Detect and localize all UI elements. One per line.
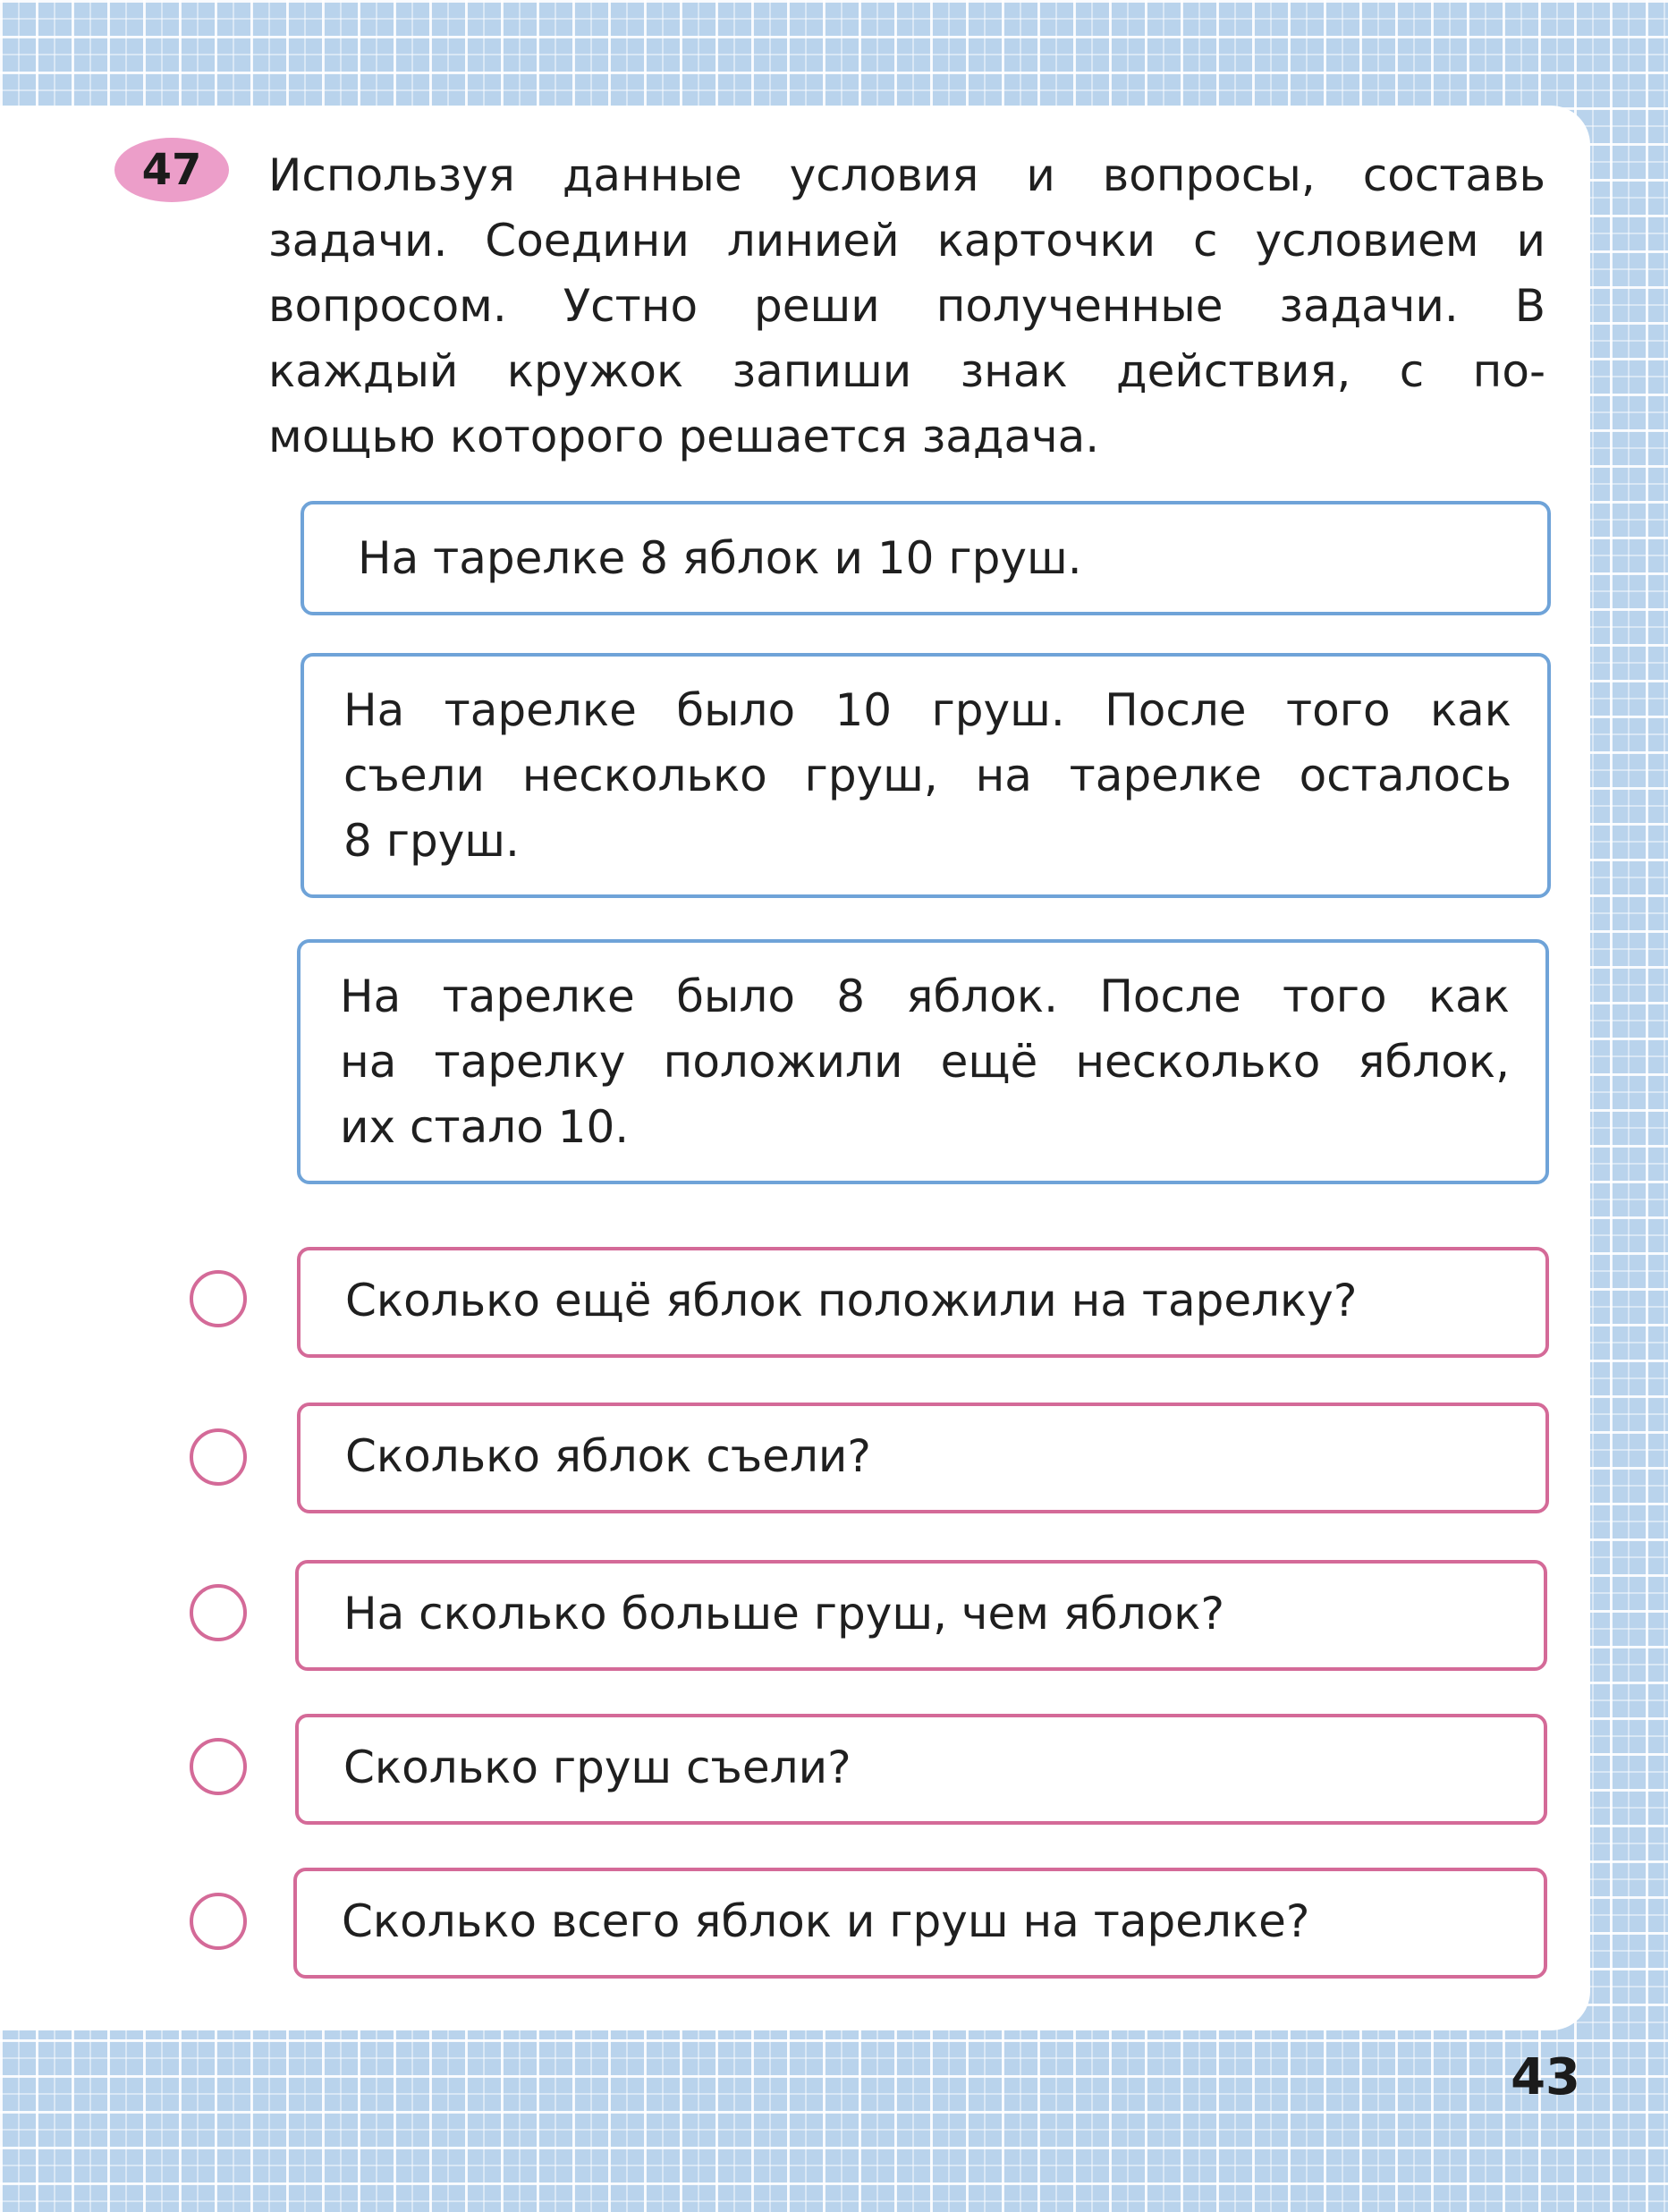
- condition-card-2[interactable]: [301, 653, 1551, 898]
- question-card-1[interactable]: [297, 1247, 1549, 1358]
- operation-sign-circle[interactable]: [190, 1270, 247, 1327]
- condition-card-1[interactable]: [301, 501, 1551, 615]
- instruction-line: задачи. Соедини линией карточки с условием и: [268, 215, 1545, 267]
- question-card-2[interactable]: [297, 1403, 1549, 1513]
- condition-text: На тарелке 8 яблок и 10 груш.: [358, 532, 1082, 584]
- question-card-5[interactable]: [293, 1868, 1547, 1979]
- condition-text: съели несколько груш, на тарелке осталось: [343, 750, 1511, 801]
- condition-text: их стало 10.: [340, 1101, 630, 1153]
- operation-sign-circle[interactable]: [190, 1893, 247, 1950]
- condition-text: на тарелку положили ещё несколько яблок,: [340, 1036, 1510, 1088]
- instruction-line: каждый кружок запиши знак действия, с по-: [268, 345, 1545, 397]
- condition-text: На тарелке было 10 груш. После того как: [343, 684, 1511, 736]
- question-text: Сколько яблок съели?: [345, 1430, 871, 1482]
- instruction-line: мощью которого решается задача.: [268, 411, 1100, 462]
- instruction-line: Используя данные условия и вопросы, составь: [268, 149, 1545, 201]
- question-text: Сколько всего яблок и груш на тарелке?: [342, 1895, 1310, 1947]
- task-number-badge: 47: [114, 138, 229, 202]
- operation-sign-circle[interactable]: [190, 1584, 247, 1641]
- operation-sign-circle[interactable]: [190, 1738, 247, 1795]
- operation-sign-circle[interactable]: [190, 1428, 247, 1486]
- question-card-4[interactable]: [295, 1714, 1547, 1825]
- condition-text: 8 груш.: [343, 815, 520, 867]
- instruction-line: вопросом. Устно реши полученные задачи. В: [268, 280, 1545, 332]
- page-number: 43: [1511, 2048, 1580, 2106]
- condition-text: На тарелке было 8 яблок. После того как: [340, 970, 1510, 1022]
- question-text: На сколько больше груш, чем яблок?: [343, 1588, 1225, 1640]
- question-text: Сколько груш съели?: [343, 1742, 851, 1793]
- task-instruction: [268, 143, 1545, 470]
- question-card-3[interactable]: [295, 1560, 1547, 1671]
- question-text: Сколько ещё яблок положили на тарелку?: [345, 1275, 1358, 1326]
- condition-card-3[interactable]: [297, 939, 1549, 1184]
